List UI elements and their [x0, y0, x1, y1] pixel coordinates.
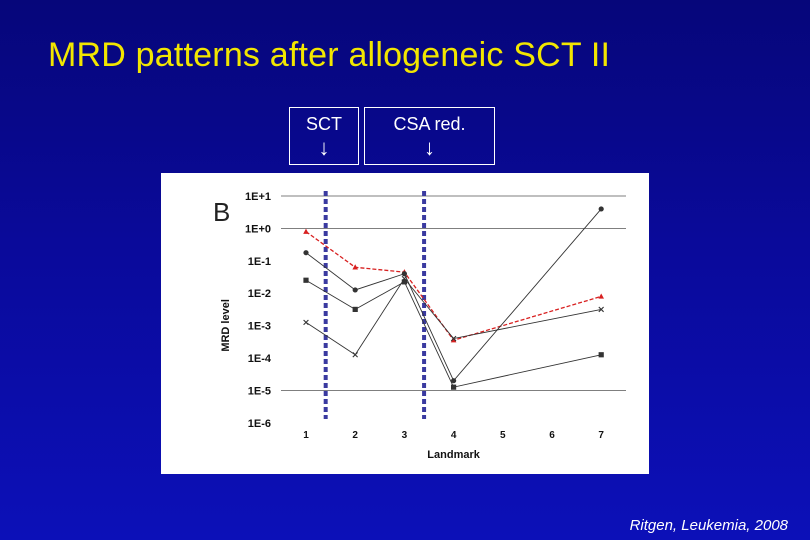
data-point: [304, 320, 309, 325]
y-axis-label: MRD level: [220, 299, 232, 352]
data-point: [353, 352, 358, 357]
data-point: [303, 278, 308, 283]
x-axis-label: Landmark: [427, 448, 480, 461]
y-tick-label: 1E+0: [245, 223, 271, 236]
data-point: [353, 307, 358, 312]
slide-title: MRD patterns after allogeneic SCT II: [48, 36, 611, 74]
x-tick-label: 4: [450, 429, 457, 441]
series-line: [306, 209, 601, 381]
x-tick-label: 3: [401, 429, 408, 441]
y-tick-label: 1E-5: [247, 385, 271, 398]
y-tick-label: 1E-4: [247, 353, 271, 365]
citation: Ritgen, Leukemia, 2008: [629, 517, 788, 534]
x-tick-label: 2: [352, 429, 358, 441]
series-line: [306, 280, 601, 387]
data-point: [303, 229, 309, 234]
mrd-chart-panel: [161, 173, 649, 474]
series-line: [306, 279, 601, 355]
y-tick-label: 1E-3: [247, 320, 271, 333]
x-tick-label: 1: [303, 429, 309, 441]
y-tick-label: 1E-6: [247, 417, 271, 430]
y-tick-label: 1E-2: [247, 288, 271, 301]
x-tick-label: 6: [549, 429, 555, 441]
data-point: [599, 352, 604, 357]
csa-label: CSA red.: [393, 114, 466, 134]
sct-label: SCT: [306, 114, 342, 134]
data-point: [353, 287, 358, 292]
sct-down-arrow-icon: ↓: [318, 135, 330, 160]
y-tick-label: 1E+1: [245, 191, 271, 203]
panel-label: B: [213, 197, 231, 227]
data-point: [402, 271, 407, 276]
data-point: [599, 206, 604, 211]
csa-down-arrow-icon: ↓: [424, 135, 435, 160]
sct-annotation-box: [289, 107, 359, 165]
mrd-chart: [161, 173, 649, 474]
data-point: [303, 250, 308, 255]
data-point: [451, 385, 456, 390]
csa-annotation-box: [364, 107, 495, 165]
x-tick-label: 5: [500, 429, 506, 441]
x-tick-label: 7: [598, 429, 604, 441]
y-tick-label: 1E-1: [247, 255, 271, 268]
data-point: [598, 293, 604, 298]
